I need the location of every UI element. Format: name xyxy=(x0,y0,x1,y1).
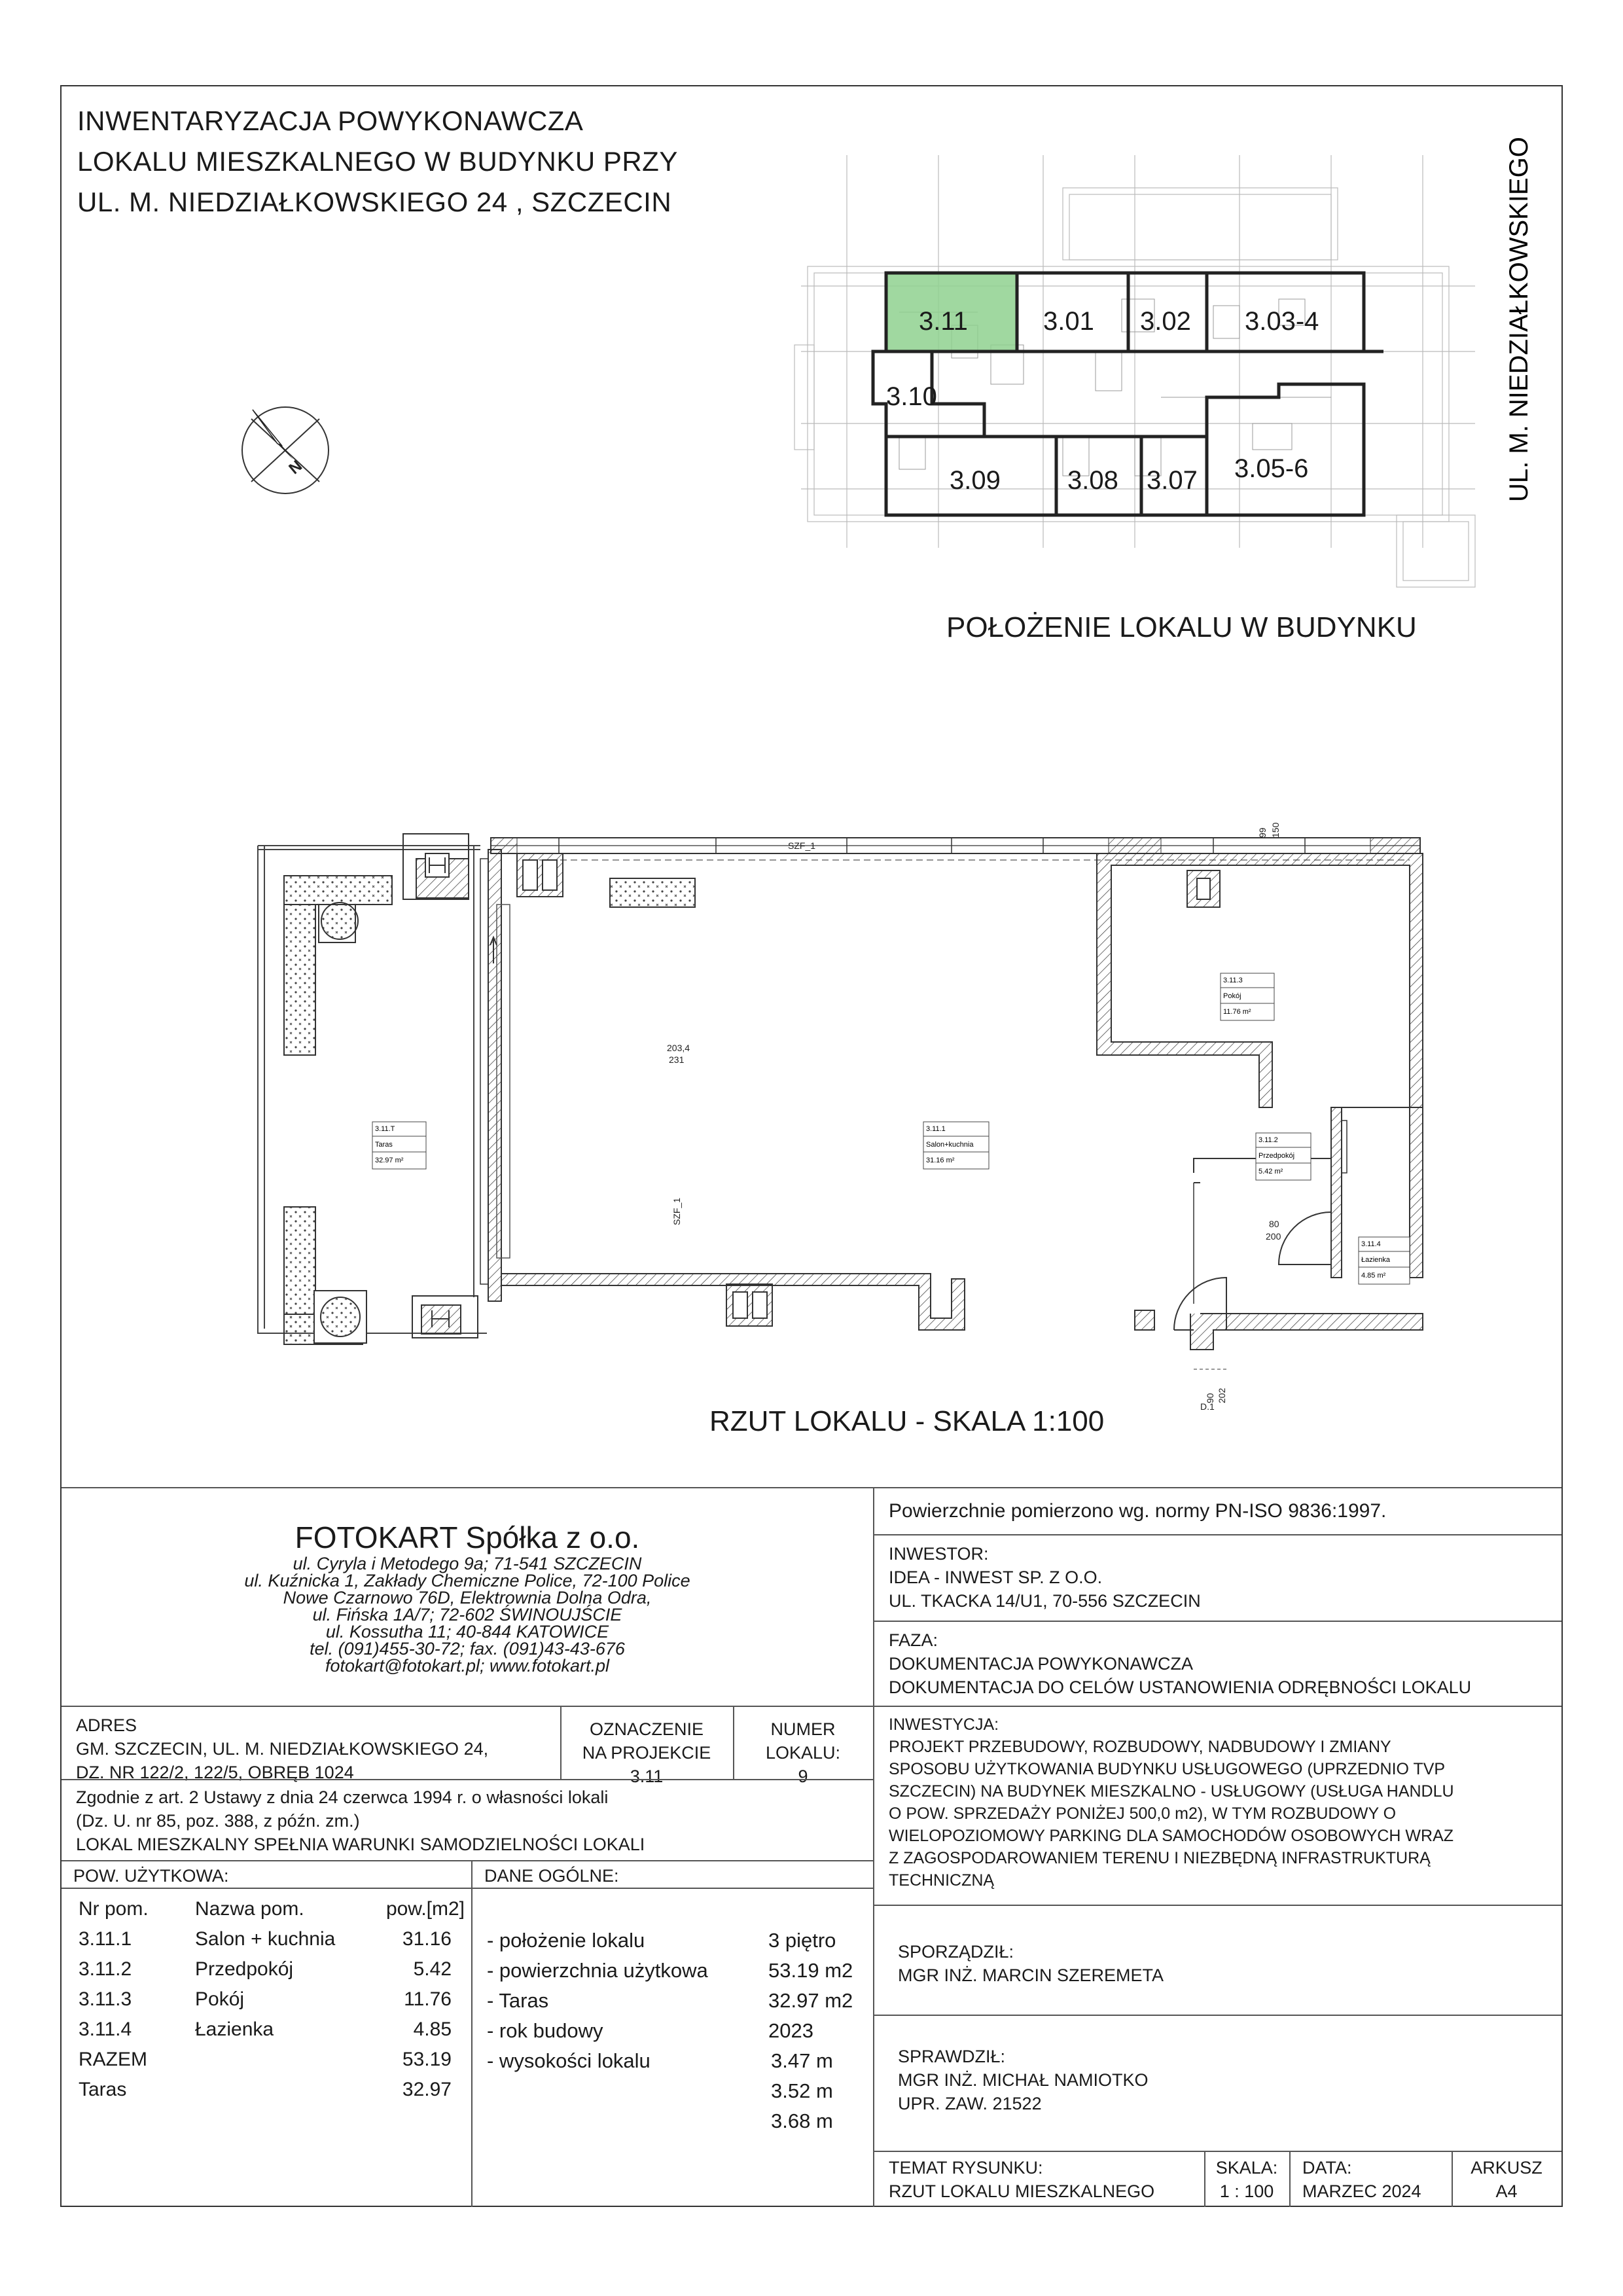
scale-label: SKALA: xyxy=(1215,2158,1278,2178)
room-number: 3.11.2 xyxy=(1258,1136,1278,1144)
topic-label: TEMAT RYSUNKU: xyxy=(889,2158,1043,2178)
designation-label: NA PROJEKCIE xyxy=(582,1743,711,1763)
keyplan-unit-label: 3.09 xyxy=(950,466,1001,495)
cell-name: Przedpokój xyxy=(195,1958,294,1980)
cell-area: 32.97 xyxy=(402,2079,452,2100)
room-name: Przedpokój xyxy=(1258,1152,1295,1160)
scale-block xyxy=(1204,2156,1289,2203)
designation-value: 3.11 xyxy=(630,1767,664,1786)
investment-line: Z ZAGOSPODAROWANIEM TERENU I NIEZBĘDNĄ INFRASTRUKTURĄ xyxy=(889,1849,1431,1867)
title-line: INWENTARYZACJA POWYKONAWCZA xyxy=(77,105,584,136)
general-key: - powierzchnia użytkowa xyxy=(487,1959,708,1982)
keyplan-unit-label: 3.03-4 xyxy=(1245,307,1319,336)
keyplan-unit-label: 3.08 xyxy=(1067,466,1118,495)
company-block xyxy=(62,1520,873,1674)
phase-block xyxy=(889,1628,1471,1699)
legal-block xyxy=(76,1785,645,1856)
investment-line: WIELOPOZIOMOWY PARKING DLA SAMOCHODÓW OSOBOWYCH WRAZ xyxy=(889,1827,1454,1845)
sheet-value: A4 xyxy=(1495,2181,1518,2201)
dim-label: 200 xyxy=(1266,1231,1281,1242)
topic-value: RZUT LOKALU MIESZKALNEGO xyxy=(889,2181,1155,2201)
cell-name: Salon + kuchnia xyxy=(195,1928,336,1950)
general-row xyxy=(487,1926,866,1956)
svg-text:N: N xyxy=(285,457,306,478)
table-row xyxy=(79,2075,465,2105)
phase-line: DOKUMENTACJA DO CELÓW USTANOWIENIA ODRĘBNOŚCI LOKALU xyxy=(889,1677,1472,1697)
cell-nr: 3.11.2 xyxy=(79,1958,132,1980)
plan-caption: RZUT LOKALU - SKALA 1:100 xyxy=(709,1405,1105,1437)
prepared-block xyxy=(898,1940,1164,1987)
usable-area-table xyxy=(79,1894,465,2105)
date-value: MARZEC 2024 xyxy=(1302,2181,1421,2201)
norm-note: Powierzchnie pomierzono wg. normy PN-ISO 9836:1997. xyxy=(889,1500,1387,1522)
cell-nr: RAZEM xyxy=(79,2049,147,2070)
prepared-line: MGR INŻ. MARCIN SZEREMETA xyxy=(898,1965,1164,1985)
room-name: Taras xyxy=(375,1141,393,1149)
company-line: tel. (091)455-30-72; fax. (091)43-43-676 xyxy=(310,1639,625,1659)
sheet-label: ARKUSZ xyxy=(1471,2158,1543,2178)
address-label: ADRES xyxy=(76,1715,137,1735)
general-key: - Taras xyxy=(487,1989,549,2012)
scale-value: 1 : 100 xyxy=(1219,2181,1274,2201)
dim-label: SZF_1 xyxy=(671,1197,682,1225)
company-line: fotokart@fotokart.pl; www.fotokart.pl xyxy=(325,1656,610,1676)
checked-block xyxy=(898,2045,1149,2115)
column-header: pow.[m2] xyxy=(385,1898,465,1920)
designation-label: OZNACZENIE xyxy=(589,1719,704,1739)
unit-number-label: LOKALU: xyxy=(765,1743,841,1763)
phase-label: FAZA: xyxy=(889,1630,938,1650)
room-number: 3.11.4 xyxy=(1361,1240,1381,1248)
investor-line: UL. TKACKA 14/U1, 70-556 SZCZECIN xyxy=(889,1591,1201,1611)
company-line: Nowe Czarnowo 76D, Elektrownia Dolna Odra, xyxy=(283,1588,652,1607)
column-header: Nr pom. xyxy=(79,1898,149,1920)
cell-area: 31.16 xyxy=(402,1928,452,1950)
address-block xyxy=(76,1713,488,1784)
table-row xyxy=(79,2045,465,2075)
company-name: FOTOKART Spółka z o.o. xyxy=(294,1520,640,1554)
legal-line: Zgodnie z art. 2 Ustawy z dnia 24 czerwca 1994 r. o własności lokali xyxy=(76,1787,609,1807)
table-row xyxy=(79,1984,465,2015)
unit-number-value: 9 xyxy=(798,1767,808,1786)
column-header: Nazwa pom. xyxy=(195,1898,304,1920)
street-label: UL. M. NIEDZIAŁKOWSKIEGO xyxy=(1505,137,1533,502)
prepared-label: SPORZĄDZIŁ: xyxy=(898,1942,1014,1962)
keyplan-unit-label: 3.01 xyxy=(1043,307,1094,336)
company-line: ul. Kossutha 11; 40-844 KATOWICE xyxy=(325,1622,609,1641)
general-value: 2023 xyxy=(768,2019,813,2042)
checked-line: MGR INŻ. MICHAŁ NAMIOTKO xyxy=(898,2070,1149,2090)
cell-area: 53.19 xyxy=(402,2049,452,2070)
address-line: GM. SZCZECIN, UL. M. NIEDZIAŁKOWSKIEGO 24, xyxy=(76,1739,489,1759)
cell-nr: 3.11.1 xyxy=(79,1928,132,1950)
room-area: 5.42 m² xyxy=(1258,1168,1283,1175)
dim-label: 80 xyxy=(1269,1219,1279,1229)
keyplan-diagram xyxy=(768,137,1541,666)
cell-area: 11.76 xyxy=(404,1988,452,2010)
terrace-column xyxy=(403,834,469,899)
sheet-block xyxy=(1452,2156,1561,2203)
cell-area: 4.85 xyxy=(413,2018,452,2040)
general-key: - rok budowy xyxy=(487,2019,603,2042)
general-value: 3.47 m xyxy=(771,2049,833,2072)
general-key: - położenie lokalu xyxy=(487,1929,645,1952)
room-name: Salon+kuchnia xyxy=(926,1141,974,1149)
title-line: UL. M. NIEDZIAŁKOWSKIEGO 24 , SZCZECIN xyxy=(77,187,672,217)
general-row xyxy=(487,2016,866,2046)
investor-line: IDEA - INWEST SP. Z O.O. xyxy=(889,1568,1103,1587)
cell-nr: 3.11.4 xyxy=(79,2018,132,2040)
room-name: Pokój xyxy=(1223,992,1241,1000)
checked-line: UPR. ZAW. 21522 xyxy=(898,2094,1042,2113)
dim-label: 150 xyxy=(1270,822,1281,838)
room-area: 4.85 m² xyxy=(1361,1272,1386,1280)
usable-area-label: POW. UŻYTKOWA: xyxy=(73,1866,229,1886)
investment-block xyxy=(889,1713,1454,1892)
legal-line: LOKAL MIESZKALNY SPEŁNIA WARUNKI SAMODZIELNOŚCI LOKALI xyxy=(76,1835,645,1854)
document-title xyxy=(77,101,678,223)
floor-plan xyxy=(192,761,1501,1412)
dim-label: 90 xyxy=(1205,1393,1215,1403)
table-row xyxy=(79,2015,465,2045)
keyplan-caption: POŁOŻENIE LOKALU W BUDYNKU xyxy=(946,611,1417,643)
room-area: 32.97 m² xyxy=(375,1157,404,1164)
general-row xyxy=(487,2076,866,2106)
cell-nr: Taras xyxy=(79,2079,127,2100)
general-row xyxy=(487,2046,866,2076)
room-name: Łazienka xyxy=(1361,1256,1391,1264)
keyplan-unit-label: 3.11 xyxy=(919,307,968,336)
general-row xyxy=(487,1986,866,2016)
general-value: 53.19 m2 xyxy=(768,1959,853,1982)
dim-label: 203,4 xyxy=(667,1043,690,1053)
general-data-table xyxy=(487,1926,866,2136)
room-number: 3.11.1 xyxy=(926,1125,946,1133)
date-label: DATA: xyxy=(1302,2158,1352,2178)
keyplan-unit-label: 3.02 xyxy=(1140,307,1191,336)
keyplan-unit-label: 3.07 xyxy=(1147,466,1198,495)
investor-block xyxy=(889,1542,1201,1613)
phase-line: DOKUMENTACJA POWYKONAWCZA xyxy=(889,1654,1194,1674)
general-value: 3 piętro xyxy=(768,1929,836,1952)
dim-label: D.1 xyxy=(1200,1401,1215,1412)
table-row xyxy=(79,1924,465,1954)
keyplan-unit-label: 3.05-6 xyxy=(1234,454,1309,483)
investment-line: PROJEKT PRZEBUDOWY, ROZBUDOWY, NADBUDOWY I ZMIANY xyxy=(889,1738,1391,1756)
north-arrow-icon xyxy=(240,404,331,496)
unit-number-block xyxy=(733,1717,873,1788)
general-key: - wysokości lokalu xyxy=(487,2049,651,2072)
dim-label: SZF_1 xyxy=(788,840,816,851)
investment-line: O POW. SPRZEDAŻY PONIŻEJ 500,0 m2), W TYM ROZBUDOWY O xyxy=(889,1804,1397,1823)
general-label: DANE OGÓLNE: xyxy=(484,1866,619,1886)
dim-label: 99 xyxy=(1257,827,1268,838)
investment-line: SZCZECIN) NA BUDYNEK MIESZKALNO - USŁUGOWY (USŁUGA HANDLU xyxy=(889,1782,1454,1801)
cell-name: Pokój xyxy=(195,1988,245,2010)
investment-line: SPOSOBU UŻYTKOWANIA BUDYNKU USŁUGOWEGO (UPRZEDNIO TVP xyxy=(889,1760,1446,1778)
keyplan-unit-label: 3.10 xyxy=(886,382,937,411)
general-value: 3.52 m xyxy=(771,2079,833,2102)
cell-name: Łazienka xyxy=(195,2018,274,2040)
investment-label: INWESTYCJA: xyxy=(889,1715,999,1734)
address-line: DZ. NR 122/2, 122/5, OBRĘB 1024 xyxy=(76,1763,354,1782)
room-area: 31.16 m² xyxy=(926,1157,955,1164)
title-line: LOKALU MIESZKALNEGO W BUDYNKU PRZY xyxy=(77,146,678,177)
room-number: 3.11.3 xyxy=(1223,977,1243,984)
table-row xyxy=(79,1954,465,1984)
general-row xyxy=(487,2106,866,2136)
company-line: ul. Kuźnicka 1, Zakłady Chemiczne Police, 72-100 Police xyxy=(244,1571,690,1590)
general-value: 3.68 m xyxy=(771,2109,833,2132)
designation-block xyxy=(560,1717,733,1788)
general-row xyxy=(487,1956,866,1986)
drawing-sheet xyxy=(60,85,1563,2207)
checked-label: SPRAWDZIŁ: xyxy=(898,2047,1006,2066)
company-line: ul. Fińska 1A/7; 72-602 ŚWINOUJŚCIE xyxy=(312,1605,622,1624)
room-number: 3.11.T xyxy=(375,1125,395,1133)
company-line: ul. Cyryla i Metodego 9a; 71-541 SZCZECIN xyxy=(293,1554,642,1573)
investor-label: INWESTOR: xyxy=(889,1544,989,1564)
general-value: 32.97 m2 xyxy=(768,1989,853,2012)
topic-block xyxy=(889,2156,1154,2203)
date-block xyxy=(1302,2156,1421,2203)
investment-line: TECHNICZNĄ xyxy=(889,1871,995,1890)
table-header xyxy=(79,1894,465,1924)
cell-area: 5.42 xyxy=(413,1958,452,1980)
dim-label: 231 xyxy=(669,1054,685,1065)
room-area: 11.76 m² xyxy=(1223,1008,1251,1016)
cell-nr: 3.11.3 xyxy=(79,1988,132,2010)
dim-label: 202 xyxy=(1217,1388,1227,1403)
legal-line: (Dz. U. nr 85, poz. 388, z późn. zm.) xyxy=(76,1811,360,1831)
unit-number-label: NUMER xyxy=(770,1719,836,1739)
